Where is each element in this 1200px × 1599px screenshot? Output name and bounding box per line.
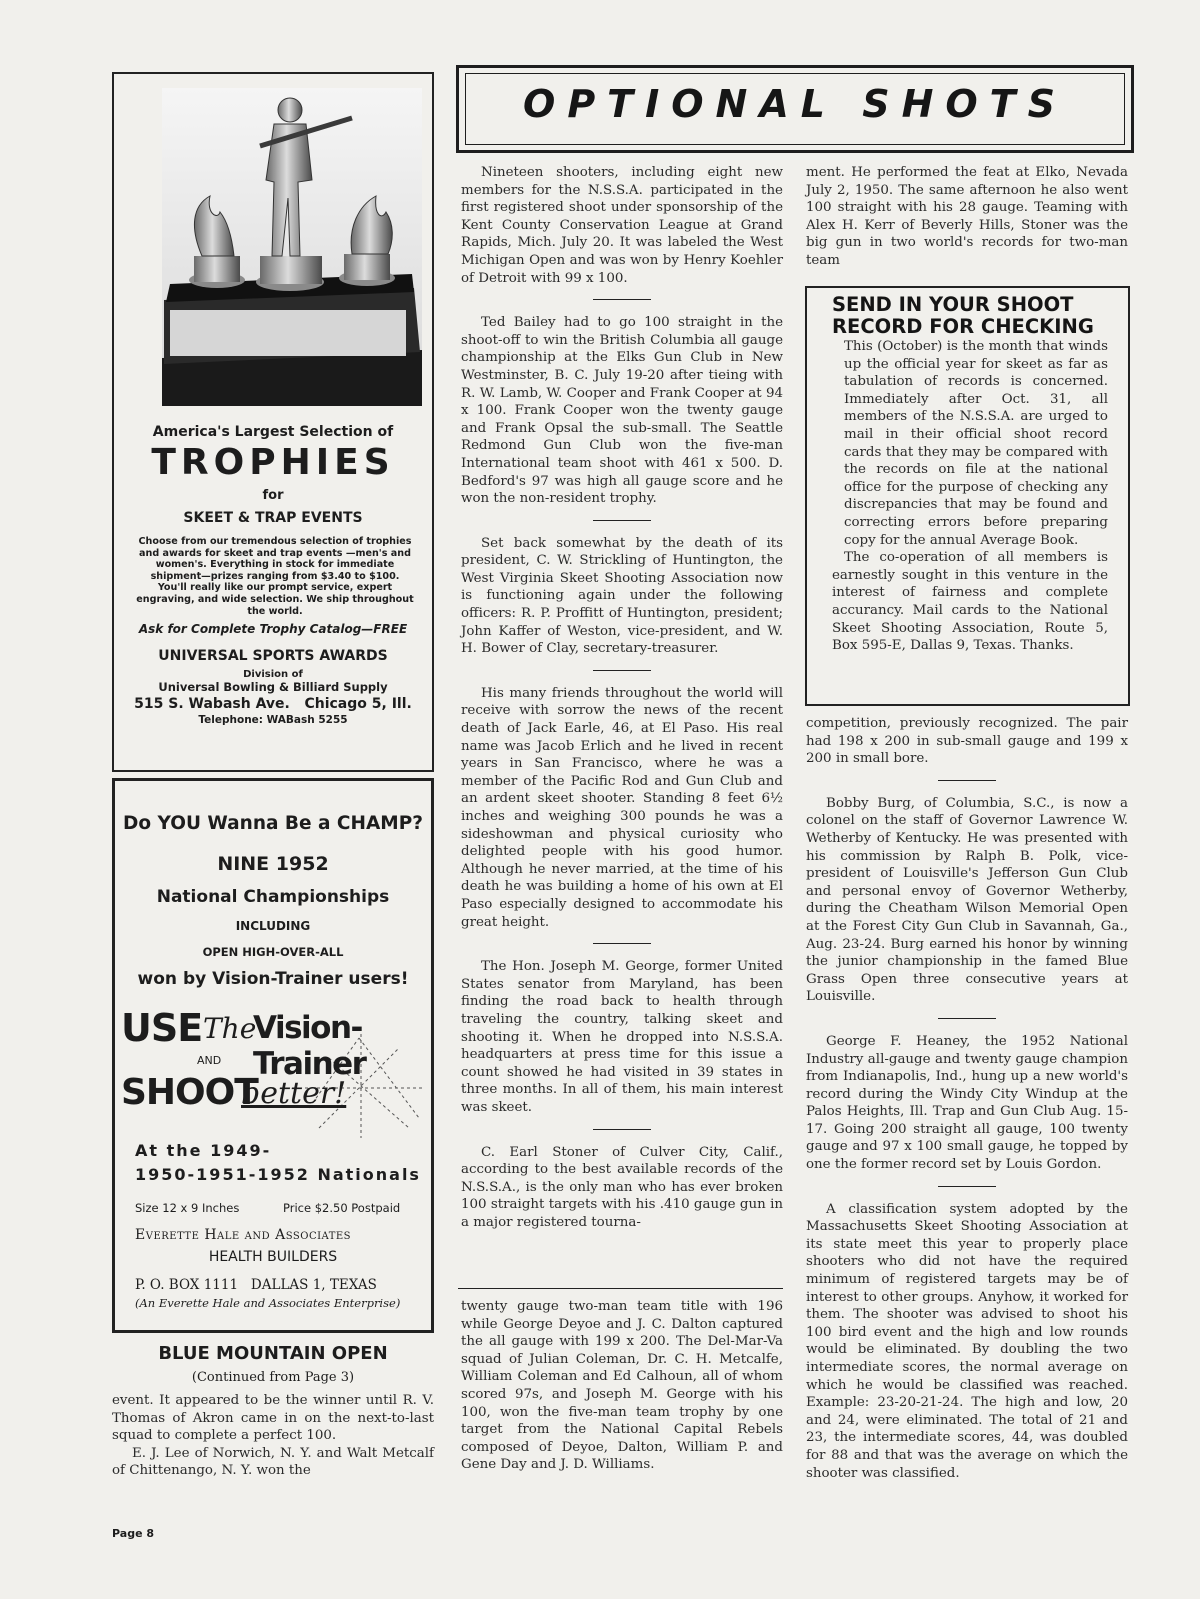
paragraph-bobby-burg: Bobby Burg, of Columbia, S.C., is now a colonel on the staff of Governor Lawrence W. Wetherby of Kentucky. He was presented with his commission by Ralph B. Polk, vice-president of Louisville's Jefferson Gun Club and personal envoy of Governor Wetherby, during the Cheatham Wilson Memorial Open at the Forest City Gun Club in Savannah, Ga., Aug. 23-24. Burg earned his honor by winning the junior championship in the famed Blue Grass Open three consecutive years at Louisville. [806, 795, 1128, 1005]
logo-brand: Vision-Trainer [253, 1010, 366, 1082]
paragraph-jack-earle: His many friends throughout the world will receive with sorrow the news of the recent death of Jack Earle, 46, at El Paso. His real name was Jacob Erlich and he lived in recent years in San Francisco, where he was a member of the Pacific Rod and Gun Club and an ardent skeet shooter. Standing 8 feet 6½ inches and weighing 300 pounds he was a sideshowman and physical curiosity who delighted people with his good humor. Although he never married, at the time of his death he was building a home of his own at El Paso especially designed to accommodate his great height. [461, 685, 783, 930]
vision-at-the: At the 1949- [135, 1141, 272, 1160]
paragraph-west-virginia: Set back somewhat by the death of its president, C. W. Strickling of Huntington, the West Virginia Skeet Shooting Association now is functioning again under the following officers: R. P. Proffitt of Huntington, president; John Kaffer of Weston, vice-president, and W. H. Bower of Clay, secretary-treasurer. [461, 535, 783, 657]
trophy-advertisement [112, 72, 434, 772]
divider [593, 520, 651, 521]
shoot-record-title: SEND IN YOUR SHOOT RECORD FOR CHECKING [832, 293, 1094, 338]
trophy-body: Choose from our tremendous selection of trophies and awards for skeet and trap events —men's and women's. Everything in stock for immediate shipment—prizes ranging from $3.40 to $100. You'll really like our prompt service, expert engraving, and wide selection. We ship throughout the world. [136, 536, 414, 617]
divider [593, 670, 651, 671]
paragraph-classification: A classification system adopted by the Massachusetts Skeet Shooting Association at its state meet this year to properly place shooters who did not have the required minimum of registered targets may be of interest to other groups. Anyhow, it worked for them. The shooter was advised to shoot his 100 bird event and the high and low rounds would be eliminated. By doubling the two intermediate scores, the normal average on which he would be classified was reached. Example: 23-20-21-24. The high and low, 20 and 24, were eliminated. The total of 21 and 23, the intermediate scores, 44, was doubled for 88 and that was the average on which the shooter was classified. [806, 1201, 1128, 1481]
trophy-address: 515 S. Wabash Ave. Chicago 5, Ill. [134, 696, 412, 712]
paragraph-two-man-team: twenty gauge two-man team title with 196 while George Deyoe and J. C. Dalton captured the all gauge with 199 x 200. The Del-Mar-Va squad of Julian Coleman, Dr. C. H. Metcalfe, William Coleman and Ed Calhoun, all of whom scored 97s, and Joseph M. George with his 100, won the five-man team trophy by one target from the National Capital Rebels composed of Deyoe, Dalton, William P. and Gene Day and J. D. Williams. [461, 1299, 783, 1473]
logo-use: USE [121, 1006, 203, 1050]
paragraph-george-heaney: George F. Heaney, the 1952 National Industry all-gauge and twenty gauge champion from Indianapolis, Ind., hung up a new world's record during the Windy City Windup at the Palos Heights, Ill. Trap and Gun Club Aug. 15-17. Going 200 straight all gauge, 100 twenty gauge and 97 x 100 small gauge, he topped by one the former record set by Louis Gordon. [806, 1033, 1128, 1173]
trophy-parent: Universal Bowling & Billiard Supply [158, 680, 388, 694]
blue-mountain-continuation [461, 1298, 783, 1474]
vision-including: INCLUDING [235, 919, 311, 933]
trophy-company: UNIVERSAL SPORTS AWARDS [158, 648, 388, 664]
vision-open: OPEN HIGH-OVER-ALL [202, 945, 344, 959]
vision-price: Price $2.50 Postpaid [283, 1201, 401, 1215]
trophy-photo [162, 88, 422, 406]
vision-size: Size 12 x 9 Inches [135, 1201, 240, 1215]
logo-and: AND [197, 1054, 222, 1067]
divider [593, 1129, 651, 1130]
logo-shoot: SHOOT [121, 1072, 258, 1113]
paragraph-joseph-george: The Hon. Joseph M. George, former United States senator from Maryland, has been finding the road back to health through traveling the country, talking skeet and shooting it. When he dropped into N.S.S.A. headquarters at press time for this issue a count showed he had visited in 39 states in three months. In all of them, his main interest was skeet. [461, 959, 783, 1115]
trophy-catalog: Ask for Complete Trophy Catalog—FREE [138, 622, 408, 636]
trophy-headline: TROPHIES [151, 442, 395, 483]
logo-the: The [203, 1012, 257, 1045]
right-column-bottom [806, 715, 1128, 1482]
vision-nine: NINE 1952 [217, 853, 329, 875]
trophy-division: Division of [243, 669, 303, 680]
divider [938, 780, 996, 781]
vision-years: 1950-1951-1952 Nationals [135, 1165, 421, 1184]
trophy-phone: Telephone: WABash 5255 [198, 714, 348, 726]
paragraph-british-columbia: Ted Bailey had to go 100 straight in the shoot-off to win the British Columbia all gauge championship at the Elks Gun Club in New Westminster, B. C. July 19-20 after tieing with R. W. Lamb, W. Cooper and Frank Cooper at 94 x 100. Frank Cooper won the twenty gauge and Frank Opsal the sub-small. The Seattle Redmond Gun Club won the five-man International team shoot with 461 x 500. D. Bedford's 97 was high all gauge score and he won the non-resident trophy. [461, 315, 783, 507]
vision-nationals: National Championships [156, 887, 390, 907]
divider [938, 1186, 996, 1187]
blue-mountain-p1: event. It appeared to be the winner until R. V. Thomas of Akron came in on the next-to-last squad to complete a perfect 100. [112, 1393, 434, 1444]
vision-health-builders: HEALTH BUILDERS [208, 1249, 338, 1265]
page-title: OPTIONAL SHOTS [523, 82, 1067, 126]
blue-mountain-p2: E. J. Lee of Norwich, N. Y. and Walt Metcalf of Chittenango, N. Y. won the [112, 1445, 434, 1479]
trophy-sub: SKEET & TRAP EVENTS [183, 510, 363, 526]
trophy-tagline: America's Largest Selection of [152, 424, 394, 440]
vision-company: Everette Hale and Associates [135, 1227, 352, 1243]
blue-mountain-article [112, 1392, 434, 1480]
middle-column [461, 164, 783, 1231]
right-column-top [806, 164, 1128, 270]
column-break-rule [458, 1288, 783, 1289]
paragraph-west-michigan: Nineteen shooters, including eight new members for the N.S.S.A. participated in the first registered shoot under sponsorship of the Kent County Conservation League at Grand Rapids, Mich. July 20. It was labeled the West Michigan Open and was won by Henry Koehler of Detroit with 99 x 100. [461, 165, 783, 286]
vision-trainer-advertisement [112, 778, 434, 1333]
divider [593, 299, 651, 300]
paragraph-earl-stoner: C. Earl Stoner of Culver City, Calif., according to the best available records of the N.S.S.A., is the only man who has ever broken 100 straight targets with his .410 gauge gun in a major registered tourna- [461, 1144, 783, 1230]
shoot-record-box [805, 286, 1130, 706]
blue-mountain-title: BLUE MOUNTAIN OPEN [158, 1343, 388, 1364]
divider [593, 943, 651, 944]
logo-better: better! [241, 1076, 347, 1111]
shoot-record-p1: This (October) is the month that winds up the official year for skeet as far as tabulation of records is concerned. Immediately after Oct. 31, all members of the N.S.S.A. are urged to mail in their official shoot record cards that they may be compared with the records on file at the national office for the purpose of checking any discrepancies that may be found and correcting errors before preparing copy for the annual Average Book. [844, 339, 1108, 548]
vision-enterprise: (An Everette Hale and Associates Enterprise) [135, 1296, 401, 1310]
section-header [456, 65, 1134, 153]
blue-mountain-continued: (Continued from Page 3) [191, 1370, 355, 1385]
shoot-record-p2: The co-operation of all members is earnestly sought in this venture in the interest of fairness and complete accurancy. Mail cards to the National Skeet Shooting Association, Route 5, Box 595-E, Dallas 9, Texas. Thanks. [832, 550, 1108, 654]
vision-po-box: P. O. BOX 1111 DALLAS 1, TEXAS [135, 1277, 377, 1293]
vision-trainer-logo [119, 1006, 429, 1146]
paragraph-stoner-continued: ment. He performed the feat at Elko, Nevada July 2, 1950. The same afternoon he also went 100 straight with his 28 gauge. Teaming with Alex H. Kerr of Beverly Hills, Stoner was the big gun in two world's records for two-man team [806, 165, 1128, 268]
paragraph-competition: competition, previously recognized. The pair had 198 x 200 in sub-small gauge and 199 x 200 in small bore. [806, 716, 1128, 767]
vision-won: won by Vision-Trainer users! [137, 969, 409, 989]
vision-headline: Do YOU Wanna Be a CHAMP? [122, 813, 424, 834]
page-number: Page 8 [112, 1527, 155, 1540]
shoot-record-body [832, 338, 1108, 655]
divider [938, 1018, 996, 1019]
trophy-for: for [262, 488, 284, 503]
